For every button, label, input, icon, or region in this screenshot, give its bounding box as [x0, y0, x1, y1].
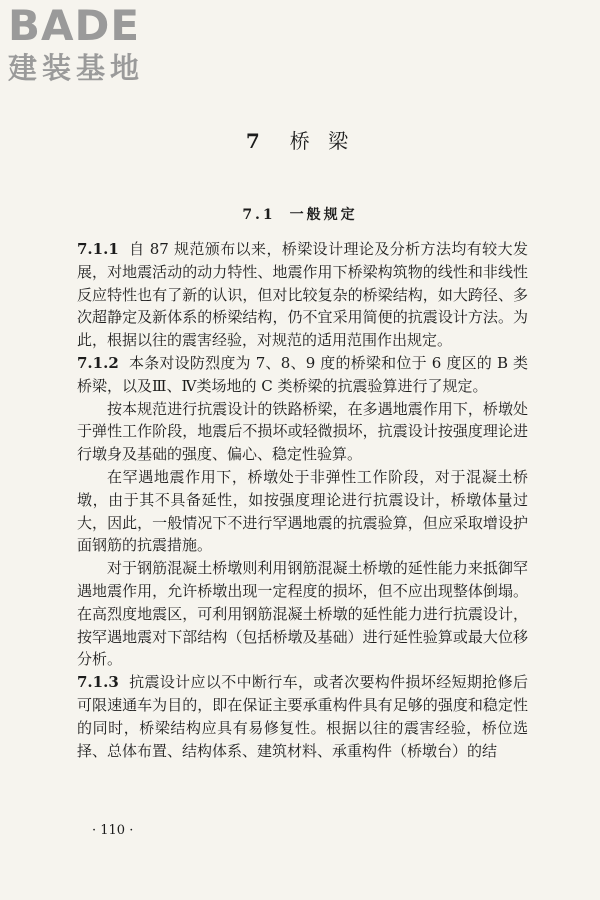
- chapter-title: [0, 125, 600, 154]
- paragraph: 对于钢筋混凝土桥墩则利用钢筋混凝土桥墩的延性能力来抵御罕遇地震作用，允许桥墩出现一定程度的损坏，但不应出现整体倒塌。在高烈度地震区，可利用钢筋混凝土桥墩的延性能力进行抗震设计，按罕遇地震对下部结构（包括桥墩及基础）进行延性验算或最大位移分析。: [77, 559, 528, 669]
- clause-number: 7.1.2: [77, 353, 119, 372]
- body-text: [77, 238, 528, 762]
- paragraph: 在罕遇地震作用下，桥墩处于非弹性工作阶段，对于混凝土桥墩，由于其不具备延性，如按强度理论进行抗震设计，桥墩体量过大，因此，一般情况下不进行罕遇地震的抗震验算，但应采取增设护面钢筋的抗震措施。: [77, 467, 528, 555]
- chapter-number: 7: [245, 129, 266, 153]
- section-number: 7.1: [242, 207, 276, 223]
- clause-number: 7.1.1: [77, 240, 119, 258]
- clause-text: 本条对设防烈度为 7、8、9 度的桥梁和位于 6 度区的 B 类桥梁，以及Ⅲ、Ⅳ类场地的 C 类桥梁的抗震验算进行了规定。: [77, 353, 528, 395]
- logo-subtitle: 建装基地: [8, 51, 145, 85]
- chapter-name: 桥 梁: [289, 129, 355, 153]
- section-title: [0, 204, 600, 224]
- clause-7-1-3: [77, 671, 528, 762]
- section-name: 一般规定: [289, 207, 358, 223]
- clause-number: 7.1.3: [77, 673, 119, 692]
- watermark-logo: [8, 2, 178, 86]
- clause-text: 自 87 规范颁布以来，桥梁设计理论及分析方法均有较大发展，对地震活动的动力特性、地震作用下桥梁构筑物的线性和非线性反应特性也有了新的认识，但对比较复杂的桥梁结构，如大跨径、多次超静定及新体系的桥梁结构，仍不宜采用简便的抗震设计方法。为此，根据以往的震害经验，对规范的适用范围作出规定。: [77, 240, 528, 350]
- logo-mark: BADE: [8, 1, 141, 50]
- clause-7-1-1: [77, 238, 528, 352]
- clause-7-1-2: [77, 352, 528, 398]
- page-number: · 110 ·: [92, 823, 134, 838]
- paragraph: 按本规范进行抗震设计的铁路桥梁，在多遇地震作用下，桥墩处于弹性工作阶段，地震后不损坏或轻微损坏，抗震设计按强度理论进行墩身及基础的强度、偏心、稳定性验算。: [77, 399, 528, 464]
- clause-text: 抗震设计应以不中断行车，或者次要构件损坏经短期抢修后可限速通车为目的，即在保证主要承重构件具有足够的强度和稳定性的同时，桥梁结构应具有易修复性。根据以往的震害经验，桥位选择、总体布置、结构体系、建筑材料、承重构件（桥墩台）的结: [77, 673, 528, 760]
